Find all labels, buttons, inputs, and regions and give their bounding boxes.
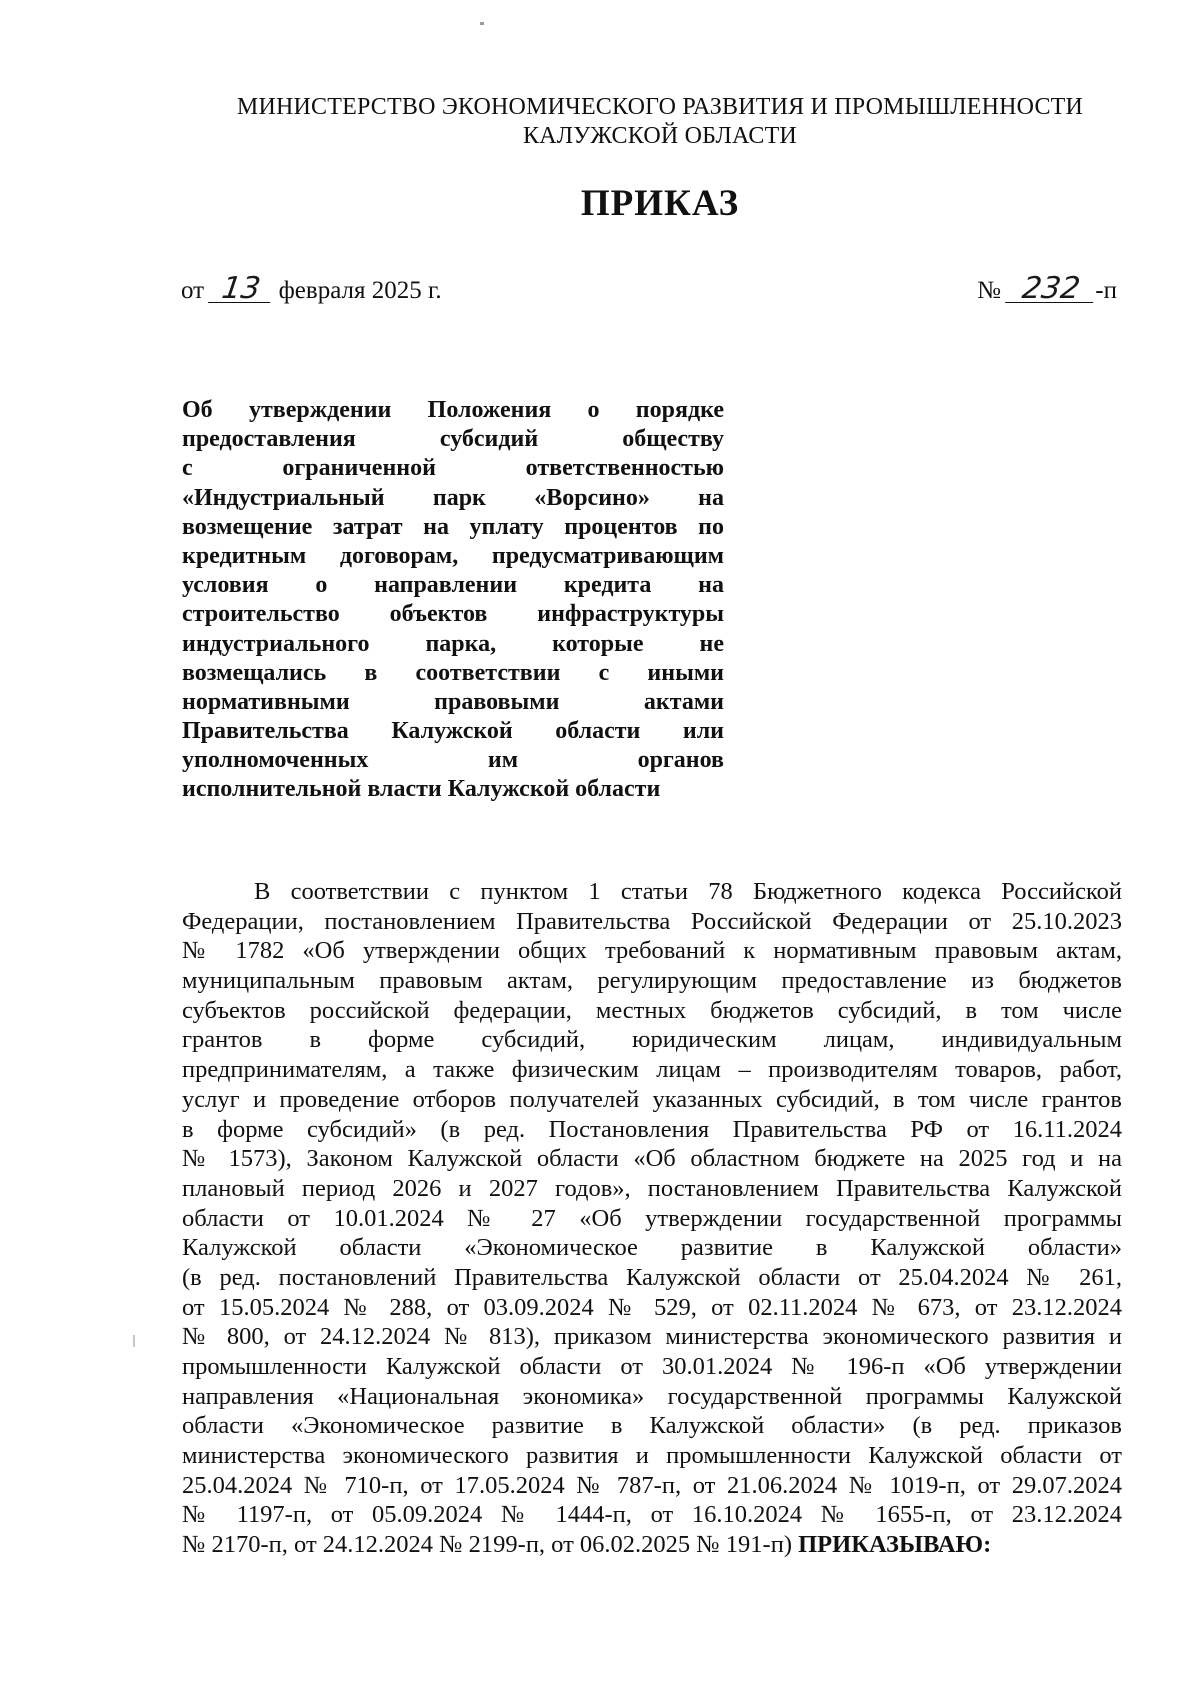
ministry-name-line-2: КАЛУЖСКОЙ ОБЛАСТИ — [523, 123, 797, 149]
order-preamble — [182, 877, 1122, 1560]
body-line: Калужской области «Экономическое развитие в Калужской области» — [182, 1234, 1122, 1262]
subject-line: строительство объектов инфраструктуры — [182, 601, 724, 628]
subject-line: индустриального парка, которые не — [182, 630, 724, 657]
body-line-final-text: № 2170-п, от 24.12.2024 № 2199-п, от 06.02.2025 № 191-п) — [182, 1531, 792, 1559]
order-subject — [182, 396, 724, 805]
body-line: министерства экономического развития и промышленности Калужской области от — [182, 1442, 1122, 1470]
body-line: направления «Национальная экономика» государственной программы Калужской — [182, 1382, 1122, 1410]
body-line: № 1197-п, от 05.09.2024 № 1444-п, от 16.10.2024 № 1655-п, от 23.12.2024 — [182, 1501, 1122, 1529]
subject-line: уполномоченных им органов — [182, 747, 724, 774]
subject-line: возмещение затрат на уплату процентов по — [182, 513, 724, 540]
body-line: услуг и проведение отборов получателей указанных субсидий, в том числе грантов — [182, 1085, 1122, 1113]
subject-line: условия о направлении кредита на — [182, 572, 724, 599]
body-line: предпринимателям, а также физическим лицам – производителям товаров, работ, — [182, 1056, 1122, 1084]
body-line: 25.04.2024 № 710-п, от 17.05.2024 № 787-п, от 21.06.2024 № 1019-п, от 29.07.2024 — [182, 1471, 1122, 1499]
body-line: плановый период 2026 и 2027 годов», постановлением Правительства Калужской — [182, 1174, 1122, 1202]
subject-line: предоставления субсидий обществу — [182, 426, 724, 453]
body-line: № 1573), Законом Калужской области «Об областном бюджете на 2025 год и на — [182, 1145, 1122, 1173]
body-line: № 800, от 24.12.2024 № 813), приказом министерства экономического развития и — [182, 1323, 1122, 1351]
subject-line: Об утверждении Положения о порядке — [182, 397, 724, 423]
body-line: промышленности Калужской области от 30.01.2024 № 196-п «Об утверждении — [182, 1353, 1122, 1380]
date-month-year: февраля 2025 г. — [278, 277, 442, 304]
number-prefix: № — [977, 277, 1002, 304]
subject-line: нормативными правовыми актами — [182, 688, 724, 715]
subject-line: «Индустриальный парк «Ворсино» на — [182, 484, 724, 511]
body-line: В соответствии с пунктом 1 статьи 78 Бюджетного кодекса Российской — [254, 878, 1122, 905]
subject-line: Правительства Калужской области или — [182, 718, 724, 745]
number-handwritten: 232 — [1005, 276, 1097, 303]
scan-artifact — [133, 1335, 135, 1347]
ministry-name-line-1: МИНИСТЕРСТВО ЭКОНОМИЧЕСКОГО РАЗВИТИЯ И ПРОМЫШЛЕННОСТИ — [236, 94, 1084, 120]
date-day-handwritten: 13 — [208, 276, 274, 303]
subject-line: возмещались в соответствии с иными — [182, 659, 724, 686]
body-line: в форме субсидий» (в ред. Постановления Правительства РФ от 16.11.2024 — [182, 1115, 1122, 1143]
document-title: ПРИКАЗ — [580, 183, 740, 224]
body-line: № 1782 «Об утверждении общих требований к нормативным правовым актам, — [182, 937, 1122, 965]
body-line: субъектов российской федерации, местных бюджетов субсидий, в том числе — [182, 996, 1122, 1024]
body-line: муниципальным правовым актам, регулирующим предоставление из бюджетов — [182, 967, 1122, 995]
subject-line: с ограниченной ответственностью — [182, 455, 724, 482]
subject-line: исполнительной власти Калужской области — [182, 776, 661, 803]
body-line-final — [182, 1530, 1122, 1560]
subject-line: кредитным договорам, предусматривающим — [182, 542, 724, 569]
body-line: области от 10.01.2024 № 27 «Об утверждении государственной программы — [182, 1204, 1122, 1232]
body-line: области «Экономическое развитие в Калужской области» (в ред. приказов — [182, 1412, 1122, 1440]
date-prefix: от — [181, 277, 205, 304]
body-line: грантов в форме субсидий, юридическим лицам, индивидуальным — [182, 1026, 1122, 1054]
body-line: от 15.05.2024 № 288, от 03.09.2024 № 529, от 02.11.2024 № 673, от 23.12.2024 — [182, 1293, 1122, 1321]
scan-artifact — [480, 22, 484, 25]
order-date — [181, 271, 442, 306]
body-line: Федерации, постановлением Правительства Российской Федерации от 25.10.2023 — [182, 907, 1122, 935]
number-suffix: -п — [1095, 277, 1117, 304]
order-directive: ПРИКАЗЫВАЮ: — [798, 1531, 992, 1559]
order-number — [977, 271, 1117, 306]
body-line: (в ред. постановлений Правительства Калужской области от 25.04.2024 № 261, — [182, 1263, 1122, 1291]
